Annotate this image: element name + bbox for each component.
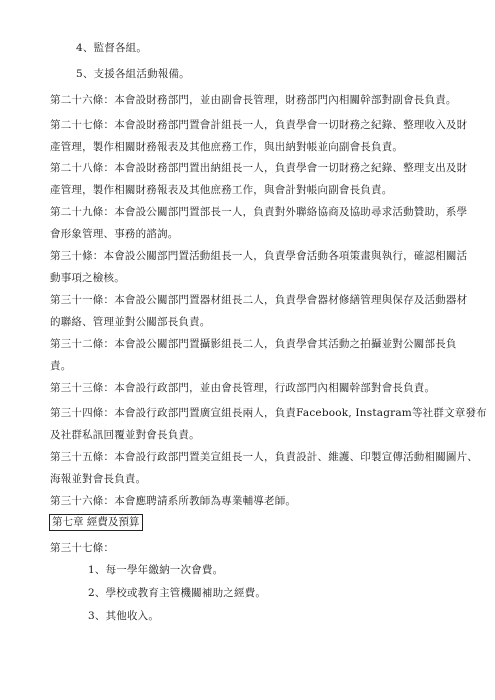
article-29-line-2: 會形象管理、事務的諮詢。 <box>50 228 179 240</box>
article-26: 第二十六條：本會設財務部門，並由副會長管理，財務部門內相關幹部對副會長負責。 <box>50 94 457 106</box>
article-28-line-1: 第二十八條：本會設財務部門置出納組長一人，負責學會一切財務之紀錄、整理支出及財 <box>50 162 468 174</box>
article-29-line-1: 第二十九條：本會設公關部門置部長一人，負責對外聯絡協商及協助尋求活動贊助，系學 <box>50 206 468 218</box>
article-36: 第三十六條：本會應聘請系所教師為專業輔導老師。 <box>50 495 297 507</box>
chapter-heading: 第七章 經費及預算 <box>49 514 143 531</box>
article-27-line-1: 第二十七條：本會設財務部門置會計組長一人，負責學會一切財務之紀錄、整理收入及財 <box>50 119 468 131</box>
article-32-line-2: 責。 <box>50 360 72 372</box>
article-37: 第三十七條： <box>50 542 115 554</box>
article-30-line-1: 第三十條：本會設公關部門置活動組長一人，負責學會活動各項策畫與執行，確認相關活 <box>50 250 468 262</box>
list-item: 1、每一學年繳納一次會費。 <box>88 564 224 576</box>
article-28-line-2: 產管理，製作相關財務報表及其他庶務工作，與會計對帳向副會長負責。 <box>50 184 393 196</box>
article-31-line-2: 的聯絡、管理並對公關部長負責。 <box>50 316 211 328</box>
article-32-line-1: 第三十二條：本會設公關部門置攝影組長二人，負責學會其活動之拍攝並對公關部長負 <box>50 338 457 350</box>
article-34-line-2: 及社群私訊回覆並對會長負責。 <box>50 429 200 441</box>
list-item: 4、監督各組。 <box>76 42 148 54</box>
article-34-line-1: 第三十四條：本會設行政部門置廣宣組長兩人，負責Facebook, Instagram等社群文章發布 <box>50 407 487 419</box>
list-item: 2、學校或教育主管機關補助之經費。 <box>88 587 267 599</box>
list-item: 3、其他收入。 <box>88 610 160 622</box>
list-item: 5、支援各組活動報備。 <box>76 68 190 80</box>
article-30-line-2: 動事項之檢核。 <box>50 272 125 284</box>
article-35-line-1: 第三十五條：本會設行政部門置美宣組長一人，負責設計、維護、印製宣傳活動相關圖片、 <box>50 451 478 463</box>
article-33: 第三十三條：本會設行政部門，並由會長管理，行政部門內相關幹部對會長負責。 <box>50 382 436 394</box>
article-31-line-1: 第三十一條：本會設公關部門置器材組長二人，負責學會器材修繕管理與保存及活動器材 <box>50 294 468 306</box>
article-27-line-2: 產管理，製作相關財務報表及其他庶務工作，與出納對帳並向副會長負責。 <box>50 141 404 153</box>
article-35-line-2: 海報並對會長負責。 <box>50 473 147 485</box>
